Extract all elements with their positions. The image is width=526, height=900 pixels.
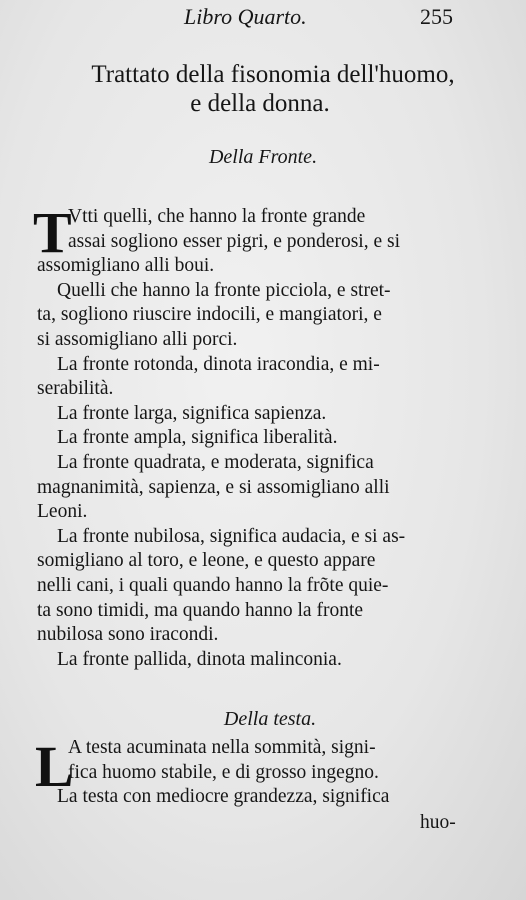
text-line: somigliano al toro, e leone, e questo appare (37, 550, 376, 572)
text-line: La fronte quadrata, e moderata, significa (57, 451, 374, 473)
text-line: A testa acuminata nella sommità, signi- (68, 737, 376, 758)
text-line: La fronte rotonda, dinota iracondia, e mi- (57, 353, 380, 375)
text-line: si assomigliano alli porci. (37, 328, 238, 350)
text-line: Leoni. (37, 501, 88, 523)
text-line: assomigliano alli boui. (37, 255, 215, 277)
text-line: La testa con mediocre grandezza, significa (57, 786, 390, 808)
text-line: assai sogliono esser pigri, e ponderosi, e si (68, 230, 400, 252)
running-title: Libro Quarto. (184, 4, 307, 29)
section-testa-text (37, 736, 487, 810)
drop-capital-t: T (33, 200, 72, 265)
catchword: huo- (420, 812, 456, 833)
text-line: La fronte ampla, significa liberalità. (57, 427, 338, 449)
section-fronte-text (37, 205, 487, 672)
text-line: ta sono timidi, ma quando hanno la fronte (37, 599, 364, 621)
text-line: Quelli che hanno la fronte picciola, e stret- (57, 279, 391, 301)
page-number: 255 (420, 4, 453, 29)
treatise-title-line-2: e della donna. (190, 90, 330, 117)
text-line: magnanimità, sapienza, e si assomigliano alli (37, 476, 390, 498)
section-heading-testa: Della testa. (223, 708, 317, 730)
section-heading-fronte: Della Fronte. (208, 146, 318, 168)
text-line: Vtti quelli, che hanno la fronte grande (68, 206, 366, 227)
text-line: serabilità. (37, 378, 114, 400)
text-line: nelli cani, i quali quando hanno la frõte quie- (37, 574, 389, 596)
text-line: nubilosa sono iracondi. (37, 624, 219, 646)
treatise-title-line-1: Trattato della fisonomia dell'huomo, (91, 61, 455, 88)
text-line: ta, sogliono riuscire indocili, e mangiatori, e (37, 304, 382, 326)
text-line: La fronte larga, significa sapienza. (57, 402, 327, 424)
drop-capital-l: L (35, 734, 74, 799)
treatise-title (0, 60, 526, 118)
text-line: fica huomo stabile, e di grosso ingegno. (68, 761, 379, 783)
text-line: La fronte nubilosa, significa audacia, e si as- (57, 525, 406, 547)
text-line: La fronte pallida, dinota malinconia. (57, 648, 342, 670)
